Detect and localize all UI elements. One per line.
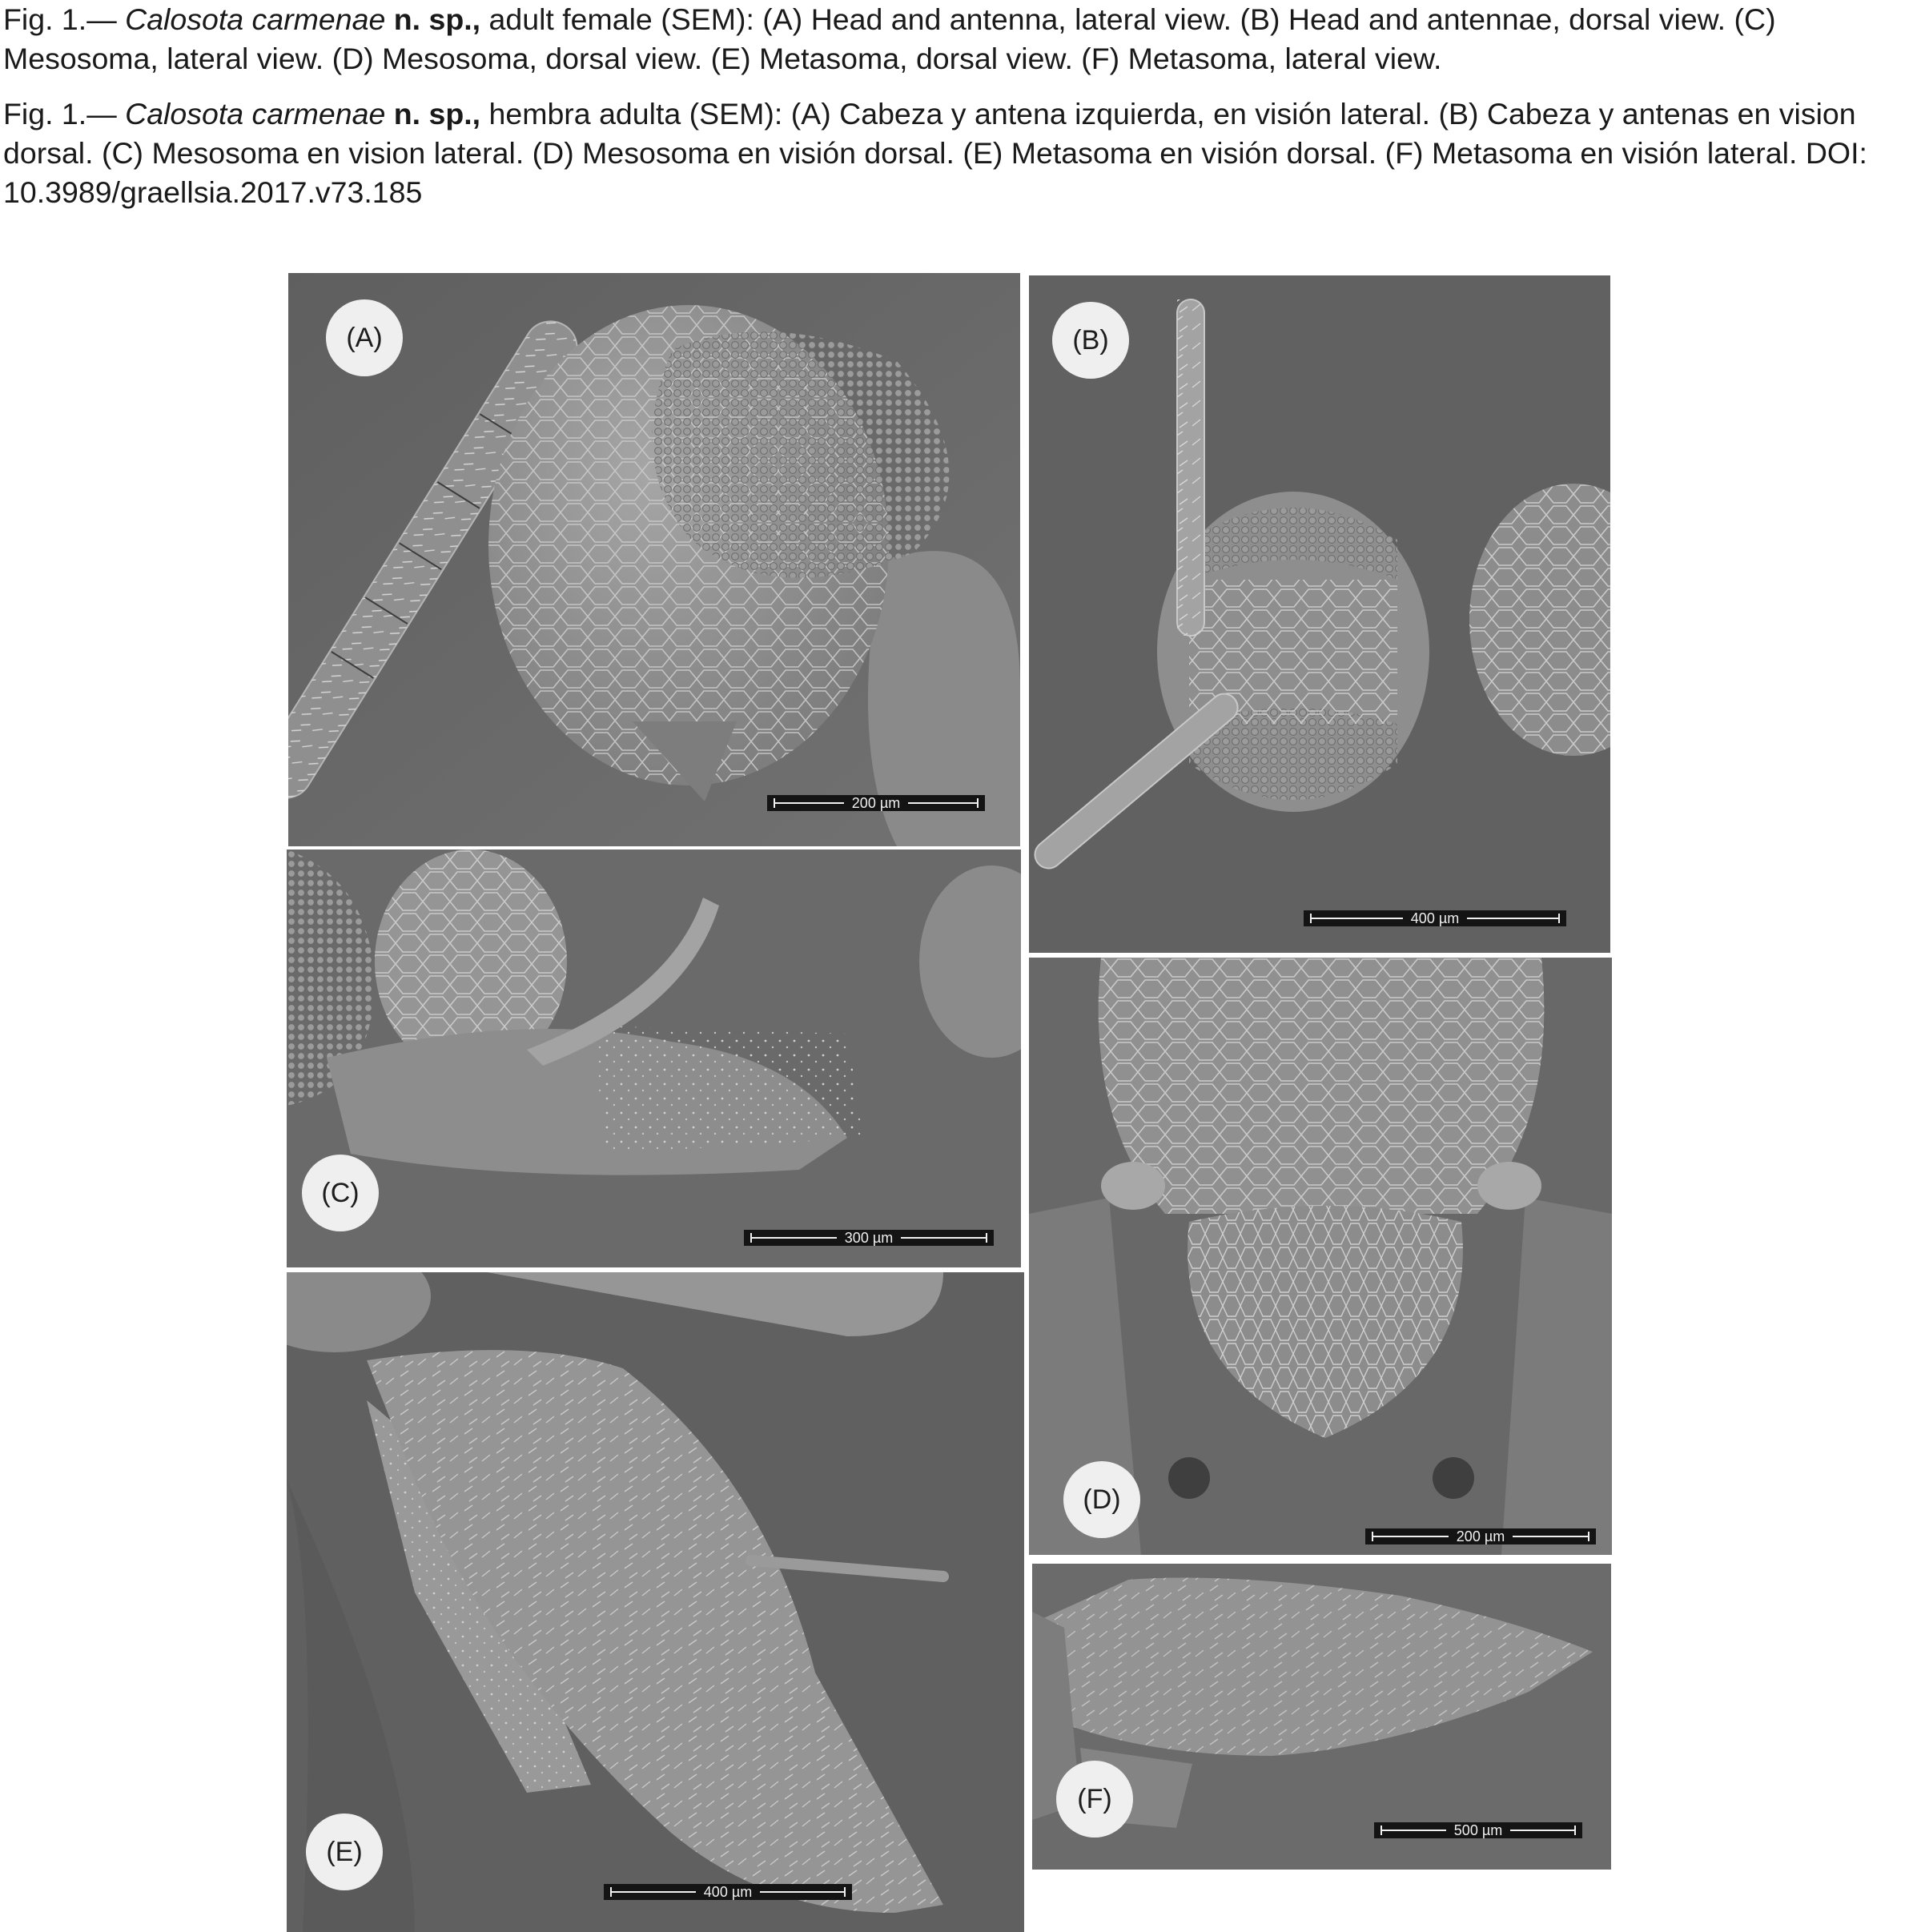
new-species-marker: n. sp., <box>385 97 481 131</box>
scale-bar-label: 400 µm <box>696 1884 760 1900</box>
species-name: Calosota carmenae <box>125 2 386 36</box>
new-species-marker: n. sp., <box>385 2 481 36</box>
sem-image-c <box>287 850 1021 1267</box>
panel-e-metasoma-dorsal <box>287 1272 1024 1932</box>
sem-image-b <box>1029 275 1610 953</box>
scale-bar <box>1365 1528 1596 1544</box>
scale-bar <box>1374 1822 1582 1838</box>
scale-bar-label: 400 µm <box>1403 910 1467 926</box>
scale-bar-label: 500 µm <box>1446 1822 1510 1838</box>
caption-prefix: Fig. 1.— <box>3 2 126 36</box>
panel-d-mesosoma-dorsal <box>1029 958 1612 1555</box>
caption-body: adult female (SEM): (A) Head and antenna, lateral view. (B) Head and antennae, dorsal view. (C) Mesosoma, lateral view. (D) Mesosoma, dorsal view. (E) Metasoma, dorsal view. (F) Metasoma, lateral view. <box>3 2 1776 75</box>
caption-prefix: Fig. 1.— <box>3 97 126 131</box>
panel-label: (E) <box>306 1814 383 1890</box>
scale-bar-label: 300 µm <box>837 1230 901 1246</box>
caption-body: hembra adulta (SEM): (A) Cabeza y antena izquierda, en visión lateral. (B) Cabeza y antenas en vision dorsal. (C) Mesosoma en vision lateral. (D) Mesosoma en visión dorsal. (E) Metasoma en visión dorsal. (F) Metasoma en visión lateral. DOI: 10.3989/graellsia.2017.v73.185 <box>3 97 1867 209</box>
panel-label: (F) <box>1056 1761 1133 1838</box>
panel-b-head-antennae-dorsal <box>1029 275 1610 953</box>
scale-bar-label: 200 µm <box>844 795 908 811</box>
panel-f-metasoma-lateral <box>1032 1564 1611 1870</box>
sem-image-e <box>287 1272 1024 1932</box>
panel-c-mesosoma-lateral <box>287 850 1021 1267</box>
scale-bar-label: 200 µm <box>1449 1528 1513 1544</box>
panel-label: (C) <box>302 1155 379 1231</box>
scale-bar <box>1304 910 1566 926</box>
scale-bar <box>604 1884 852 1900</box>
scale-bar <box>767 795 985 811</box>
panel-label: (D) <box>1063 1461 1140 1538</box>
figure-caption-english <box>3 0 1915 78</box>
sem-image-a <box>288 273 1020 846</box>
figure-caption-spanish <box>3 94 1915 212</box>
species-name: Calosota carmenae <box>125 97 386 131</box>
panel-label: (A) <box>326 299 403 376</box>
panel-a-head-antenna-lateral <box>288 273 1020 846</box>
panel-label: (B) <box>1052 302 1129 379</box>
scale-bar <box>744 1230 994 1246</box>
